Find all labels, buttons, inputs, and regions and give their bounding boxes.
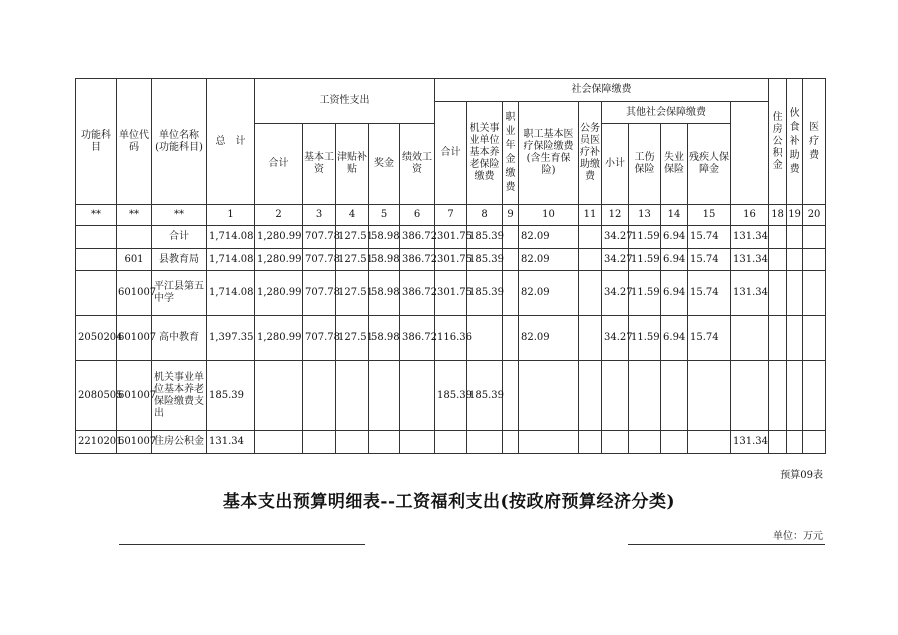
unit-code-cell: [117, 226, 152, 249]
index-cell: 15: [688, 205, 731, 226]
header-total: 总 计: [207, 79, 255, 205]
value-cell: [787, 431, 803, 454]
value-cell: 15.74: [688, 316, 731, 361]
value-cell: 185.39: [467, 226, 503, 249]
value-cell: 127.51: [336, 271, 369, 316]
value-cell: 82.09: [519, 249, 579, 271]
value-cell: [467, 431, 503, 454]
value-cell: [769, 249, 787, 271]
value-cell: 127.51: [336, 249, 369, 271]
header-basic-wage: 基本工资: [303, 124, 336, 205]
header-unit-code: 单位代码: [117, 79, 152, 205]
value-cell: [769, 271, 787, 316]
value-cell: [803, 361, 826, 431]
header-social-group: 社会保障缴费: [435, 79, 769, 102]
value-cell: 6.94: [661, 316, 688, 361]
header-meal: [787, 79, 803, 205]
header-wage-group: 工资性支出: [255, 79, 435, 124]
value-cell: [336, 431, 369, 454]
value-cell: [803, 431, 826, 454]
value-cell: [579, 271, 602, 316]
index-cell: **: [152, 205, 207, 226]
value-cell: [629, 361, 661, 431]
value-cell: [579, 361, 602, 431]
value-cell: 386.72: [400, 226, 435, 249]
func-code-cell: [76, 271, 117, 316]
value-cell: 131.34: [731, 249, 769, 271]
table-body: [76, 226, 826, 454]
index-row: [76, 205, 826, 226]
value-cell: 131.34: [731, 431, 769, 454]
value-cell: [503, 226, 519, 249]
index-cell: 9: [503, 205, 519, 226]
value-cell: 185.39: [467, 249, 503, 271]
value-cell: [579, 431, 602, 454]
value-cell: [255, 361, 303, 431]
value-cell: 707.78: [303, 226, 336, 249]
value-cell: 58.98: [369, 226, 400, 249]
index-cell: 14: [661, 205, 688, 226]
value-cell: [255, 431, 303, 454]
table-row: [76, 271, 826, 316]
value-cell: [519, 361, 579, 431]
value-cell: 58.98: [369, 271, 400, 316]
value-cell: 707.78: [303, 249, 336, 271]
header-injury: 工伤保险: [629, 124, 661, 205]
func-code-cell: 2210201: [76, 431, 117, 454]
unit-code-cell: 601007: [117, 316, 152, 361]
header-other-subtotal: 小计: [602, 124, 629, 205]
value-cell: [629, 431, 661, 454]
index-cell: **: [76, 205, 117, 226]
unit-name-cell: 县教育局: [152, 249, 207, 271]
value-cell: [503, 316, 519, 361]
index-cell: 16: [731, 205, 769, 226]
unit-name-cell: 住房公积金: [152, 431, 207, 454]
header-disability: 残疾人保障金: [688, 124, 731, 205]
func-code-cell: 2080505: [76, 361, 117, 431]
value-cell: [579, 249, 602, 271]
value-cell: [661, 361, 688, 431]
value-cell: 185.39: [467, 361, 503, 431]
index-cell: 20: [803, 205, 826, 226]
header-unit-name: 单位名称(功能科目): [152, 79, 207, 205]
value-cell: 131.34: [731, 226, 769, 249]
value-cell: [787, 226, 803, 249]
value-cell: 6.94: [661, 249, 688, 271]
value-cell: [503, 271, 519, 316]
page-title: 基本支出预算明细表--工资福利支出(按政府预算经济分类): [222, 492, 676, 512]
unit-name-cell: 平江县第五中学: [152, 271, 207, 316]
header-bonus: 奖金: [369, 124, 400, 205]
index-cell: 1: [207, 205, 255, 226]
header-med-fee: [803, 79, 826, 205]
index-cell: 7: [435, 205, 467, 226]
unit-name-cell: 高中教育: [152, 316, 207, 361]
value-cell: 185.39: [467, 271, 503, 316]
header-pension: 机关事业单位基本养老保险缴费: [467, 102, 503, 205]
value-cell: [803, 226, 826, 249]
header-social-subtotal: 合计: [435, 102, 467, 205]
index-cell: 12: [602, 205, 629, 226]
value-cell: 15.74: [688, 271, 731, 316]
unit-code-cell: 601007: [117, 271, 152, 316]
value-cell: 1,714.08: [207, 271, 255, 316]
value-cell: 1,714.08: [207, 249, 255, 271]
header-annuity-text: 职业年金缴费: [505, 112, 516, 193]
table-row: [76, 226, 826, 249]
header-allowance: 津贴补贴: [336, 124, 369, 205]
value-cell: [303, 431, 336, 454]
value-cell: 11.59: [629, 316, 661, 361]
value-cell: 301.75: [435, 226, 467, 249]
value-cell: [688, 431, 731, 454]
unit-label: 单位：万元: [773, 531, 823, 542]
value-cell: [303, 361, 336, 431]
value-cell: [803, 316, 826, 361]
value-cell: 1,280.99: [255, 316, 303, 361]
table-row: [76, 249, 826, 271]
value-cell: [769, 431, 787, 454]
value-cell: 34.27: [602, 226, 629, 249]
header-unemployment: 失业保险: [661, 124, 688, 205]
value-cell: [369, 431, 400, 454]
index-cell: 6: [400, 205, 435, 226]
index-cell: 2: [255, 205, 303, 226]
func-code-cell: 2050204: [76, 316, 117, 361]
value-cell: [400, 361, 435, 431]
value-cell: 82.09: [519, 226, 579, 249]
value-cell: [661, 431, 688, 454]
value-cell: 15.74: [688, 226, 731, 249]
unit-code-cell: 601007: [117, 431, 152, 454]
value-cell: 15.74: [688, 249, 731, 271]
index-cell: 3: [303, 205, 336, 226]
value-cell: 6.94: [661, 226, 688, 249]
header-civil-medical: 公务员医疗补助缴费: [579, 102, 602, 205]
value-cell: [503, 249, 519, 271]
index-cell: 8: [467, 205, 503, 226]
value-cell: 127.51: [336, 316, 369, 361]
index-cell: 4: [336, 205, 369, 226]
value-cell: [336, 361, 369, 431]
value-cell: [787, 271, 803, 316]
value-cell: [769, 226, 787, 249]
header-wage-subtotal: 合计: [255, 124, 303, 205]
unit-code-cell: 601: [117, 249, 152, 271]
value-cell: 116.36: [435, 316, 467, 361]
value-cell: [503, 431, 519, 454]
value-cell: [769, 316, 787, 361]
value-cell: 1,280.99: [255, 226, 303, 249]
index-cell: 10: [519, 205, 579, 226]
value-cell: [602, 431, 629, 454]
value-cell: [369, 361, 400, 431]
header-housing-fund: 住房公积金: [769, 79, 787, 205]
value-cell: 11.59: [629, 271, 661, 316]
value-cell: 127.51: [336, 226, 369, 249]
unit-name-cell: 合计: [152, 226, 207, 249]
value-cell: 707.78: [303, 316, 336, 361]
value-cell: 11.59: [629, 249, 661, 271]
value-cell: [803, 249, 826, 271]
value-cell: 301.75: [435, 249, 467, 271]
value-cell: 301.75: [435, 271, 467, 316]
header-other-social-group: 其他社会保障缴费: [602, 102, 731, 124]
header-func-code: 功能科目: [76, 79, 117, 205]
value-cell: 6.94: [661, 271, 688, 316]
func-code-cell: [76, 226, 117, 249]
value-cell: [787, 316, 803, 361]
unit-code-cell: 601007: [117, 361, 152, 431]
header-annuity: [503, 102, 519, 205]
value-cell: [803, 271, 826, 316]
index-cell: **: [117, 205, 152, 226]
header-med-fee-text: 医疗费: [809, 121, 820, 161]
value-cell: 131.34: [731, 271, 769, 316]
value-cell: 707.78: [303, 271, 336, 316]
value-cell: 34.27: [602, 271, 629, 316]
value-cell: [503, 361, 519, 431]
budget-table: [75, 78, 826, 454]
value-cell: 185.39: [207, 361, 255, 431]
value-cell: 1,280.99: [255, 271, 303, 316]
index-cell: 19: [787, 205, 803, 226]
func-code-cell: [76, 249, 117, 271]
table-row: [76, 361, 826, 431]
index-cell: 5: [369, 205, 400, 226]
table-row: [76, 316, 826, 361]
value-cell: 1,397.35: [207, 316, 255, 361]
value-cell: 34.27: [602, 316, 629, 361]
index-cell: 13: [629, 205, 661, 226]
value-cell: [769, 361, 787, 431]
value-cell: 34.27: [602, 249, 629, 271]
value-cell: 131.34: [207, 431, 255, 454]
value-cell: 11.59: [629, 226, 661, 249]
index-cell: 18: [769, 205, 787, 226]
form-number: 预算09表: [780, 470, 823, 481]
table-row: [76, 431, 826, 454]
index-cell: 11: [579, 205, 602, 226]
value-cell: 1,280.99: [255, 249, 303, 271]
value-cell: 82.09: [519, 316, 579, 361]
value-cell: 386.72: [400, 249, 435, 271]
unit-name-cell: 机关事业单位基本养老保险缴费支出: [152, 361, 207, 431]
value-cell: [579, 316, 602, 361]
value-cell: [579, 226, 602, 249]
value-cell: [519, 431, 579, 454]
value-cell: 82.09: [519, 271, 579, 316]
value-cell: [731, 316, 769, 361]
value-cell: [435, 431, 467, 454]
value-cell: 386.72: [400, 271, 435, 316]
value-cell: 185.39: [435, 361, 467, 431]
value-cell: 58.98: [369, 249, 400, 271]
value-cell: 58.98: [369, 316, 400, 361]
value-cell: [688, 361, 731, 431]
value-cell: [787, 249, 803, 271]
value-cell: [602, 361, 629, 431]
value-cell: [787, 361, 803, 431]
value-cell: [731, 361, 769, 431]
value-cell: [400, 431, 435, 454]
value-cell: 386.72: [400, 316, 435, 361]
header-performance: 绩效工资: [400, 124, 435, 205]
header-medical: 职工基本医疗保险缴费(含生育保险): [519, 102, 579, 205]
header-meal-text: 伙食补助费: [789, 107, 800, 175]
signature-line-left: [119, 544, 365, 545]
value-cell: 1,714.08: [207, 226, 255, 249]
signature-line-right: [628, 544, 825, 545]
